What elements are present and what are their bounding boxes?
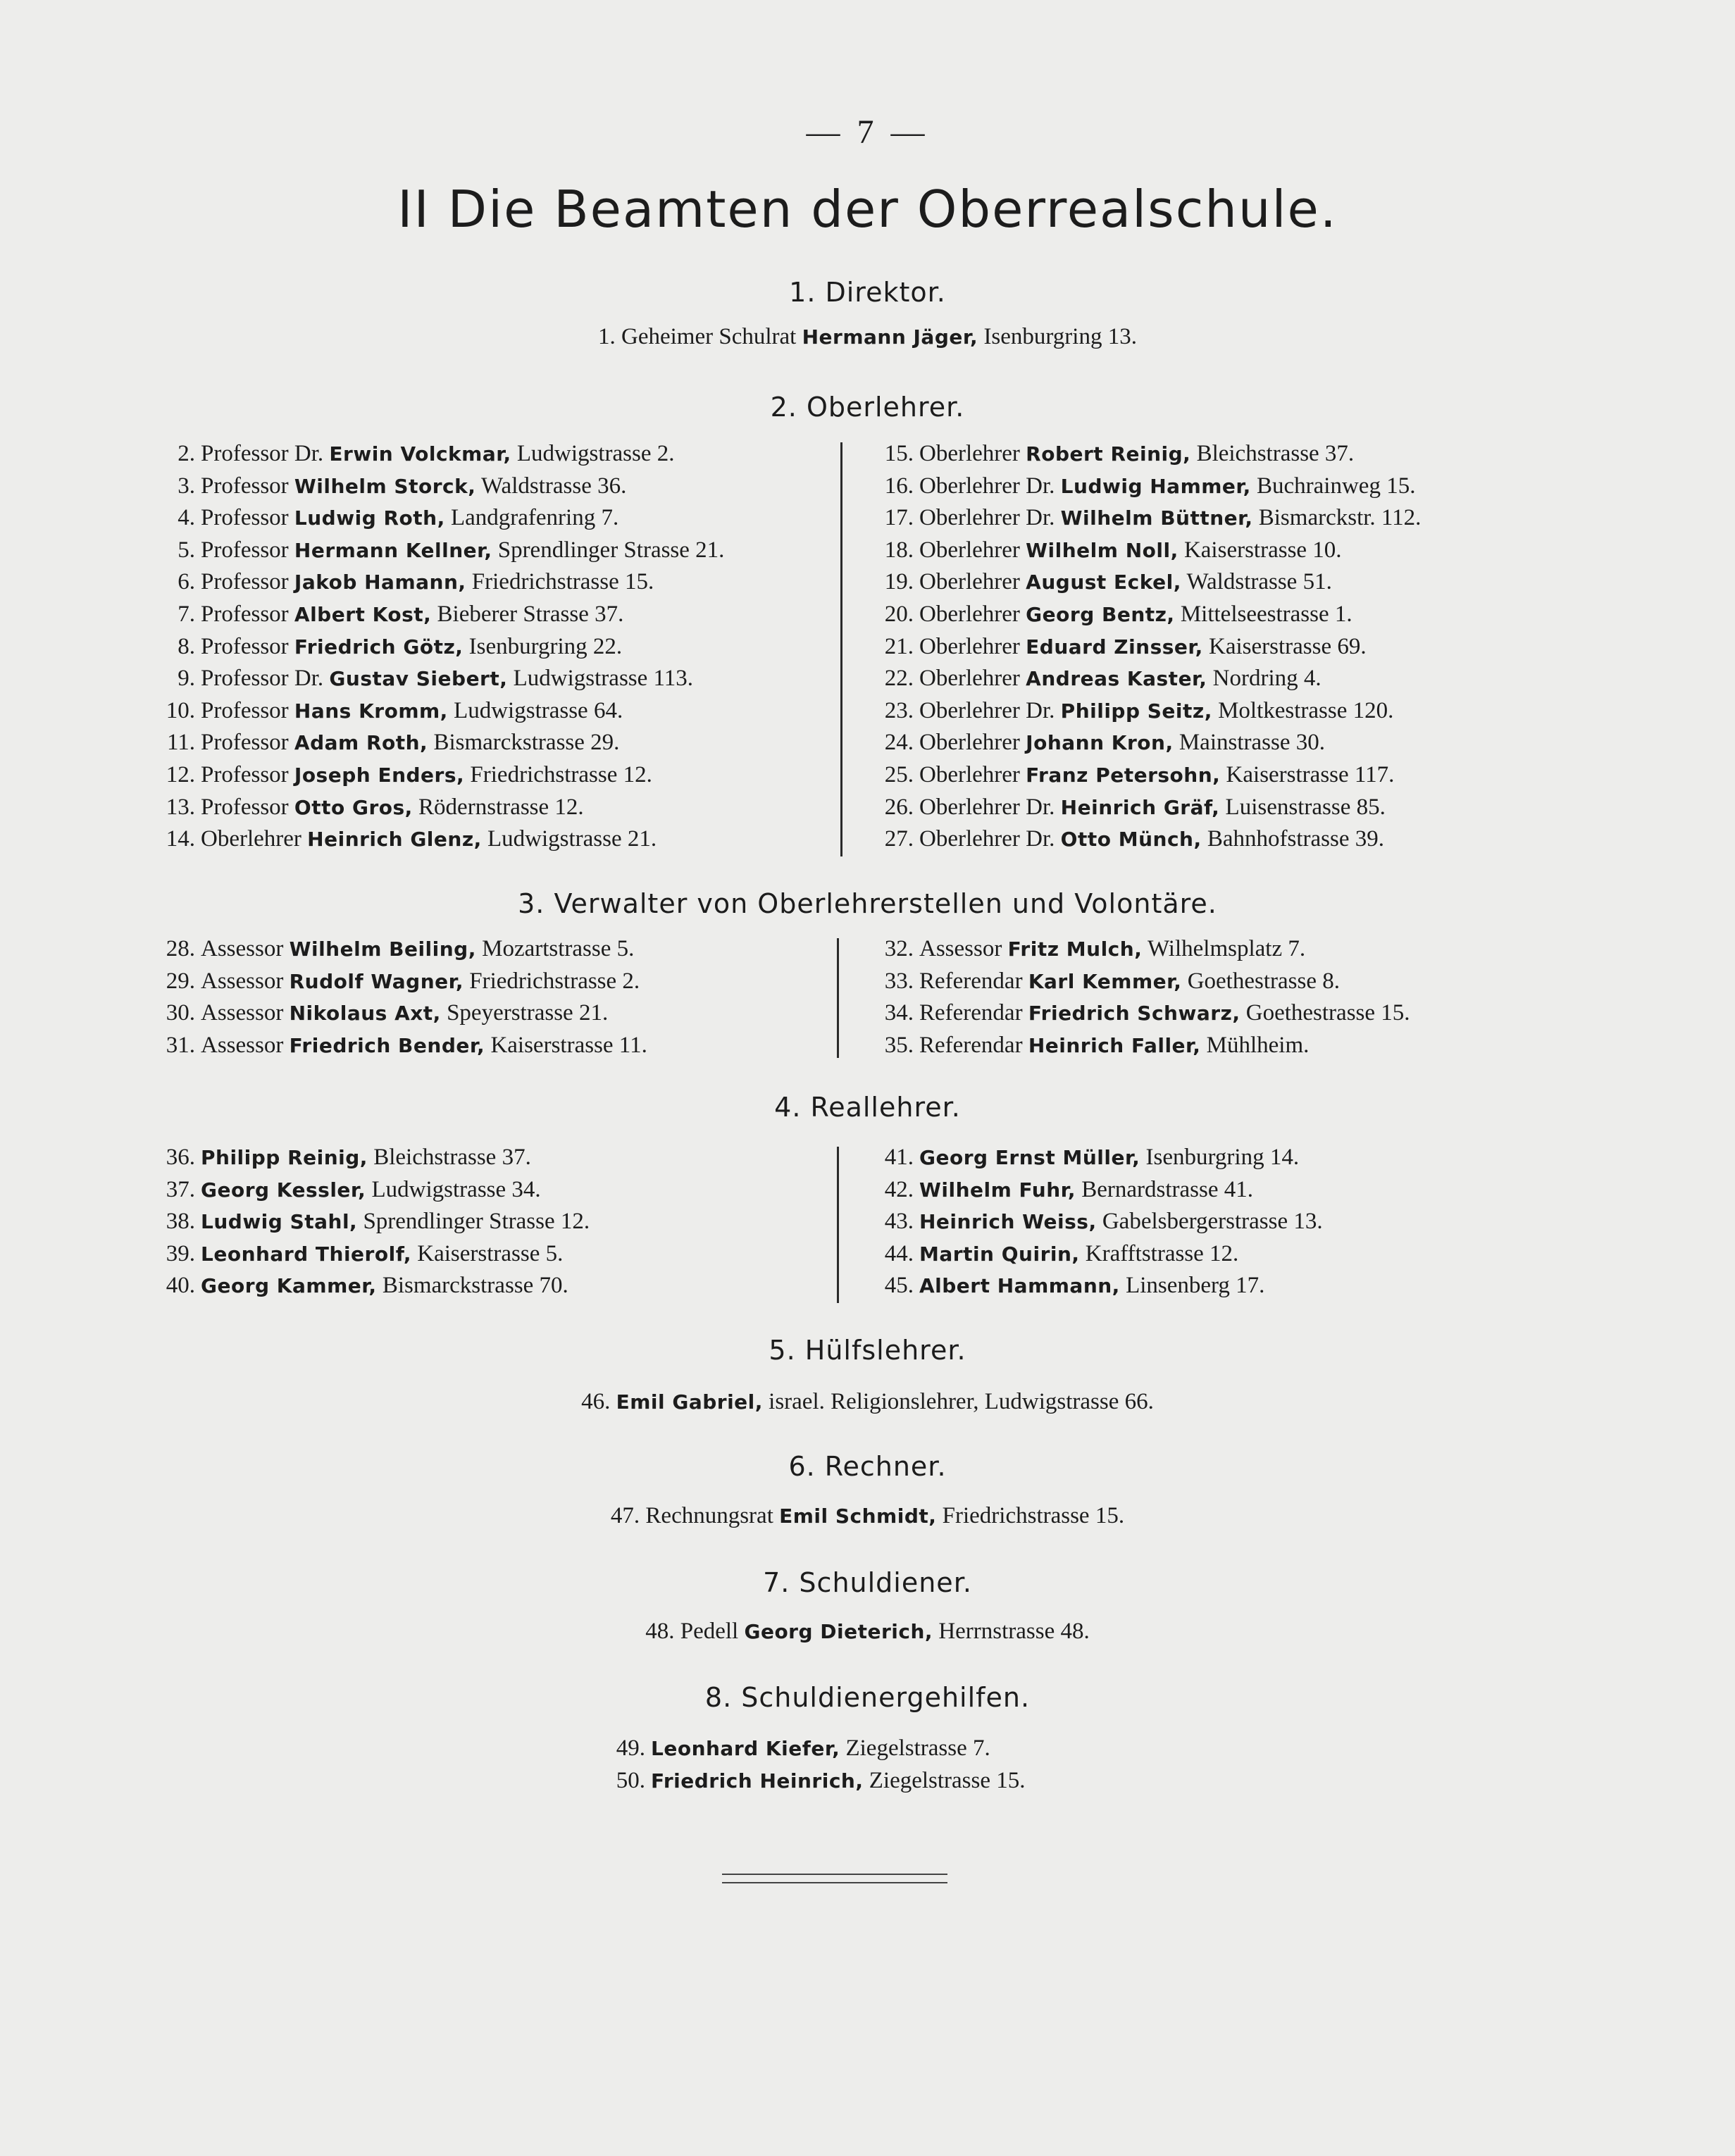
entry-address: Ludwigstrasse 113. — [513, 666, 694, 692]
entry-title: Professor — [201, 794, 289, 820]
section-heading-schuldiener: 7. Schuldiener. — [763, 1567, 972, 1598]
list-entry — [151, 438, 724, 471]
rechner-line — [0, 1503, 1735, 1529]
entry-name: Georg Dieterich, — [744, 1620, 933, 1643]
entry-number: 12. — [166, 761, 195, 787]
entry-name: Otto Münch, — [1060, 828, 1202, 852]
entry-number: 37. — [166, 1176, 195, 1202]
column-divider — [837, 1147, 839, 1303]
entry-number: 34. — [884, 1000, 914, 1026]
entry-address: Sprendlinger Strasse 12. — [363, 1209, 590, 1235]
verwalter-right-column — [871, 933, 1410, 1061]
entry-address: Friedrichstrasse 15. — [942, 1503, 1125, 1528]
entry-number: 23. — [884, 697, 914, 723]
entry-address: Friedrichstrasse 12. — [470, 761, 652, 787]
entry-name: Adam Roth, — [294, 731, 428, 755]
entry-address: Waldstrasse 51. — [1186, 569, 1332, 595]
entry-name: Philipp Seitz, — [1060, 699, 1212, 723]
entry-number: 38. — [166, 1209, 195, 1235]
section-heading-oberlehrer: 2. Oberlehrer. — [770, 392, 965, 423]
entry-name: Albert Hammann, — [919, 1274, 1120, 1298]
entry-title: Oberlehrer — [919, 666, 1020, 692]
entry-title: Oberlehrer Dr. — [919, 473, 1055, 499]
entry-address: Isenburgring 22. — [468, 633, 623, 659]
entry-title: Oberlehrer Dr. — [919, 826, 1055, 852]
entry-title: Oberlehrer — [919, 569, 1020, 595]
entry-name: Eduard Zinsser, — [1026, 635, 1203, 659]
entry-address: Ludwigstrasse 2. — [516, 441, 675, 466]
entry-address: Ludwigstrasse 34. — [371, 1176, 541, 1202]
entry-address: Luisenstrasse 85. — [1225, 794, 1386, 820]
entry-number: 25. — [884, 761, 914, 787]
entry-address: Mittelseestrasse 1. — [1180, 601, 1352, 627]
entry-number: 35. — [884, 1032, 914, 1058]
entry-address: Mainstrasse 30. — [1179, 730, 1325, 756]
entry-name: Wilhelm Noll, — [1026, 538, 1179, 562]
list-entry — [871, 1206, 1323, 1238]
entry-number: 11. — [166, 730, 195, 756]
list-entry — [871, 566, 1421, 599]
entry-address: Ziegelstrasse 7. — [845, 1736, 990, 1761]
entry-address: Isenburgring 14. — [1145, 1145, 1300, 1170]
entry-address: Bismarckstrasse 70. — [382, 1273, 568, 1299]
entry-number: 42. — [884, 1176, 914, 1202]
entry-title: Geheimer Schulrat — [621, 324, 797, 349]
entry-address: Rödernstrasse 12. — [418, 794, 584, 820]
entry-name: Leonhard Thierolf, — [201, 1242, 411, 1266]
entry-name: Georg Bentz, — [1026, 602, 1175, 626]
entry-address: Isenburgring 13. — [983, 324, 1137, 349]
entry-number: 41. — [884, 1145, 914, 1170]
entry-name: Heinrich Gräf, — [1060, 795, 1220, 819]
entry-address: Goethestrasse 8. — [1187, 968, 1340, 994]
list-entry — [871, 1270, 1323, 1302]
entry-address: Speyerstrasse 21. — [447, 1000, 609, 1026]
entry-title: Oberlehrer Dr. — [919, 505, 1055, 531]
entry-number: 49. — [616, 1736, 645, 1761]
entry-number: 50. — [616, 1767, 645, 1793]
schuldiener-line — [0, 1619, 1735, 1645]
entry-number: 44. — [884, 1240, 914, 1266]
entry-number: 29. — [166, 968, 195, 994]
entry-name: Georg Kessler, — [201, 1178, 366, 1202]
list-entry — [871, 631, 1421, 663]
entry-address: Krafftstrasse 12. — [1085, 1240, 1239, 1266]
entry-address: Friedrichstrasse 2. — [469, 968, 640, 994]
list-entry — [871, 471, 1421, 503]
entry-name: Karl Kemmer, — [1028, 969, 1182, 993]
list-entry — [871, 438, 1421, 471]
entry-address: Bleichstrasse 37. — [1196, 441, 1355, 466]
list-entry — [151, 792, 724, 824]
entry-number: 13. — [166, 794, 195, 820]
list-entry — [151, 1238, 590, 1271]
entry-name: Wilhelm Büttner, — [1060, 506, 1253, 530]
entry-address: Sprendlinger Strasse 21. — [497, 537, 725, 563]
entry-number: 47. — [610, 1503, 640, 1528]
entry-number: 33. — [884, 968, 914, 994]
list-entry — [871, 1238, 1323, 1271]
entry-name: Johann Kron, — [1026, 731, 1174, 755]
entry-address: Kaiserstrasse 5. — [417, 1240, 564, 1266]
entry-number: 1. — [598, 324, 616, 349]
list-entry — [871, 792, 1421, 824]
reallehrer-right-column — [871, 1142, 1323, 1302]
entry-address: Kaiserstrasse 11. — [490, 1032, 647, 1058]
list-entry — [151, 535, 724, 567]
entry-name: Friedrich Schwarz, — [1028, 1002, 1240, 1026]
entry-name: Heinrich Weiss, — [919, 1210, 1097, 1234]
page-title: II Die Beamten der Oberrealschule. — [397, 180, 1338, 239]
list-entry — [871, 599, 1421, 631]
list-entry — [151, 759, 724, 792]
entry-name: Joseph Enders, — [294, 763, 465, 787]
entry-number: 16. — [884, 473, 914, 499]
entry-number: 19. — [884, 569, 914, 595]
list-entry — [151, 933, 647, 966]
entry-address: Ludwigstrasse 64. — [454, 697, 623, 723]
list-entry — [871, 695, 1421, 728]
list-entry — [151, 997, 647, 1030]
entry-title: Referendar — [919, 968, 1023, 994]
section-heading-huelfslehrer: 5. Hülfslehrer. — [769, 1335, 966, 1366]
huelfslehrer-line — [0, 1389, 1735, 1415]
list-entry — [151, 695, 724, 728]
entry-name: Nikolaus Axt, — [289, 1002, 441, 1026]
list-entry — [606, 1765, 1026, 1797]
entry-address: Goethestrasse 15. — [1245, 1000, 1410, 1026]
entry-title: Oberlehrer — [919, 537, 1020, 563]
entry-number: 4. — [178, 505, 195, 531]
entry-title: Professor — [201, 761, 289, 787]
list-entry — [151, 663, 724, 695]
section-heading-gehilfen: 8. Schuldienergehilfen. — [704, 1682, 1031, 1713]
entry-address: Mühlheim. — [1206, 1032, 1310, 1058]
entry-number: 31. — [166, 1032, 195, 1058]
entry-address: Kaiserstrasse 10. — [1183, 537, 1342, 563]
entry-title: Assessor — [201, 1000, 284, 1026]
entry-name: Ludwig Roth, — [294, 506, 445, 530]
entry-number: 7. — [178, 601, 195, 627]
entry-title: Professor — [201, 633, 289, 659]
entry-number: 40. — [166, 1273, 195, 1299]
entry-address: Buchrainweg 15. — [1257, 473, 1416, 499]
entry-number: 2. — [178, 441, 195, 466]
entry-name: Otto Gros, — [294, 795, 413, 819]
entry-name: Hermann Jäger, — [802, 325, 978, 349]
list-entry — [151, 1142, 590, 1174]
entry-name: Wilhelm Storck, — [294, 474, 476, 498]
entry-number: 18. — [884, 537, 914, 563]
entry-address: Moltkestrasse 120. — [1218, 697, 1394, 723]
entry-name: Erwin Volckmar, — [329, 442, 511, 466]
entry-name: Hermann Kellner, — [294, 538, 492, 562]
entry-title: Referendar — [919, 1032, 1023, 1058]
list-entry — [151, 966, 647, 998]
entry-title: Professor — [201, 537, 289, 563]
list-entry — [871, 663, 1421, 695]
entry-number: 10. — [166, 697, 195, 723]
entry-title: Professor — [201, 730, 289, 756]
oberlehrer-right-column — [871, 438, 1421, 856]
entry-title: Oberlehrer — [919, 761, 1020, 787]
list-entry — [871, 823, 1421, 856]
entry-number: 20. — [884, 601, 914, 627]
entry-name: Franz Petersohn, — [1026, 763, 1221, 787]
entry-title: Assessor — [201, 936, 284, 961]
entry-name: Martin Quirin, — [919, 1242, 1080, 1266]
section-heading-reallehrer: 4. Reallehrer. — [774, 1092, 961, 1123]
entry-name: Ludwig Stahl, — [201, 1210, 358, 1234]
entry-address: Bleichstrasse 37. — [373, 1145, 531, 1170]
list-entry — [151, 1206, 590, 1238]
entry-number: 28. — [166, 936, 195, 961]
entry-name: Friedrich Bender, — [289, 1033, 485, 1057]
entry-title: Assessor — [201, 968, 284, 994]
verwalter-left-column — [151, 933, 647, 1061]
list-entry — [151, 727, 724, 759]
section-heading-verwalter: 3. Verwalter von Oberlehrerstellen und Volontäre. — [518, 888, 1217, 919]
entry-title: Professor Dr. — [201, 441, 324, 466]
list-entry — [151, 599, 724, 631]
list-entry — [871, 535, 1421, 567]
entry-name: Ludwig Hammer, — [1060, 474, 1251, 498]
reallehrer-left-column — [151, 1142, 590, 1302]
entry-name: Andreas Kaster, — [1026, 667, 1207, 691]
column-divider — [840, 442, 842, 856]
entry-name: Friedrich Heinrich, — [651, 1769, 864, 1793]
list-entry — [151, 471, 724, 503]
entry-address: Landgrafenring 7. — [450, 505, 619, 531]
entry-name: Hans Kromm, — [294, 699, 448, 723]
section-heading-direktor: 1. Direktor. — [789, 277, 946, 308]
list-entry — [871, 502, 1421, 535]
entry-address: Ziegelstrasse 15. — [869, 1767, 1026, 1793]
entry-title: Oberlehrer Dr. — [919, 697, 1055, 723]
entry-number: 14. — [166, 826, 195, 852]
entry-name: Emil Gabriel, — [616, 1390, 763, 1414]
entry-number: 21. — [884, 633, 914, 659]
entry-name: Rudolf Wagner, — [289, 969, 464, 993]
entry-address: Linsenberg 17. — [1126, 1273, 1265, 1299]
entry-number: 36. — [166, 1145, 195, 1170]
entry-address: Bieberer Strasse 37. — [437, 601, 624, 627]
entry-name: Wilhelm Beiling, — [289, 937, 476, 961]
entry-address: israel. Religionslehrer, Ludwigstrasse 66. — [769, 1389, 1154, 1414]
entry-address: Bismarckstr. 112. — [1258, 505, 1422, 531]
entry-title: Assessor — [201, 1032, 284, 1058]
entry-address: Gabelsbergerstrasse 13. — [1102, 1209, 1323, 1235]
closing-double-rule — [722, 1874, 947, 1883]
list-entry — [151, 631, 724, 663]
entry-name: Georg Kammer, — [201, 1274, 377, 1298]
entry-name: Jakob Hamann, — [294, 571, 466, 594]
list-entry — [151, 1270, 590, 1302]
entry-number: 32. — [884, 936, 914, 961]
section-heading-rechner: 6. Rechner. — [788, 1451, 947, 1482]
list-entry — [871, 966, 1410, 998]
list-entry — [871, 727, 1421, 759]
entry-name: Philipp Reinig, — [201, 1146, 368, 1169]
entry-name: August Eckel, — [1026, 571, 1181, 594]
list-entry — [151, 1030, 647, 1062]
entry-title: Referendar — [919, 1000, 1023, 1026]
entry-address: Kaiserstrasse 69. — [1209, 633, 1367, 659]
page-number: — 7 — — [806, 113, 929, 151]
entry-title: Rechnungsrat — [645, 1503, 773, 1528]
entry-title: Oberlehrer — [201, 826, 301, 852]
entry-title: Pedell — [680, 1619, 739, 1644]
entry-address: Mozartstrasse 5. — [482, 936, 635, 961]
entry-number: 45. — [884, 1273, 914, 1299]
entry-title: Professor Dr. — [201, 666, 324, 692]
list-entry — [151, 1174, 590, 1207]
entry-number: 6. — [178, 569, 195, 595]
list-entry — [871, 997, 1410, 1030]
list-entry — [871, 1174, 1323, 1207]
entry-title: Professor — [201, 697, 289, 723]
entry-name: Gustav Siebert, — [329, 667, 508, 691]
list-entry — [871, 1142, 1323, 1174]
entry-name: Heinrich Glenz, — [307, 828, 482, 852]
entry-address: Friedrichstrasse 15. — [471, 569, 654, 595]
list-entry — [606, 1733, 1026, 1765]
entry-number: 15. — [884, 441, 914, 466]
entry-number: 30. — [166, 1000, 195, 1026]
entry-address: Bahnhofstrasse 39. — [1207, 826, 1385, 852]
entry-name: Robert Reinig, — [1026, 442, 1191, 466]
entry-name: Albert Kost, — [294, 602, 432, 626]
entry-address: Nordring 4. — [1212, 666, 1322, 692]
entry-number: 39. — [166, 1240, 195, 1266]
entry-address: Waldstrasse 36. — [481, 473, 627, 499]
entry-number: 5. — [178, 537, 195, 563]
entry-number: 22. — [884, 666, 914, 692]
entry-title: Oberlehrer — [919, 441, 1020, 466]
entry-address: Bernardstrasse 41. — [1081, 1176, 1253, 1202]
gehilfen-list — [606, 1733, 1026, 1797]
entry-address: Kaiserstrasse 117. — [1226, 761, 1395, 787]
entry-title: Oberlehrer — [919, 730, 1020, 756]
entry-number: 27. — [884, 826, 914, 852]
entry-address: Bismarckstrasse 29. — [433, 730, 620, 756]
list-entry — [871, 933, 1410, 966]
list-entry — [151, 566, 724, 599]
list-entry — [871, 1030, 1410, 1062]
entry-title: Oberlehrer — [919, 633, 1020, 659]
entry-title: Oberlehrer — [919, 601, 1020, 627]
entry-address: Ludwigstrasse 21. — [487, 826, 657, 852]
entry-address: Herrnstrasse 48. — [938, 1619, 1090, 1644]
entry-number: 9. — [178, 666, 195, 692]
entry-number: 8. — [178, 633, 195, 659]
entry-name: Fritz Mulch, — [1007, 937, 1143, 961]
entry-number: 48. — [645, 1619, 675, 1644]
list-entry — [871, 759, 1421, 792]
entry-name: Wilhelm Fuhr, — [919, 1178, 1076, 1202]
entry-name: Heinrich Faller, — [1028, 1033, 1201, 1057]
list-entry — [151, 502, 724, 535]
entry-number: 24. — [884, 730, 914, 756]
entry-number: 46. — [581, 1389, 611, 1414]
entry-number: 26. — [884, 794, 914, 820]
direktor-line — [0, 324, 1735, 350]
list-entry — [151, 823, 724, 856]
entry-title: Assessor — [919, 936, 1002, 961]
entry-name: Friedrich Götz, — [294, 635, 464, 659]
entry-number: 3. — [178, 473, 195, 499]
entry-name: Emil Schmidt, — [779, 1504, 937, 1528]
entry-name: Leonhard Kiefer, — [651, 1737, 840, 1760]
entry-name: Georg Ernst Müller, — [919, 1146, 1140, 1169]
entry-title: Professor — [201, 569, 289, 595]
entry-title: Professor — [201, 505, 289, 531]
entry-title: Professor — [201, 473, 289, 499]
entry-number: 17. — [884, 505, 914, 531]
entry-title: Oberlehrer Dr. — [919, 794, 1055, 820]
oberlehrer-left-column — [151, 438, 724, 856]
column-divider — [837, 938, 839, 1058]
entry-title: Professor — [201, 601, 289, 627]
entry-number: 43. — [884, 1209, 914, 1235]
entry-address: Wilhelmsplatz 7. — [1147, 936, 1306, 961]
